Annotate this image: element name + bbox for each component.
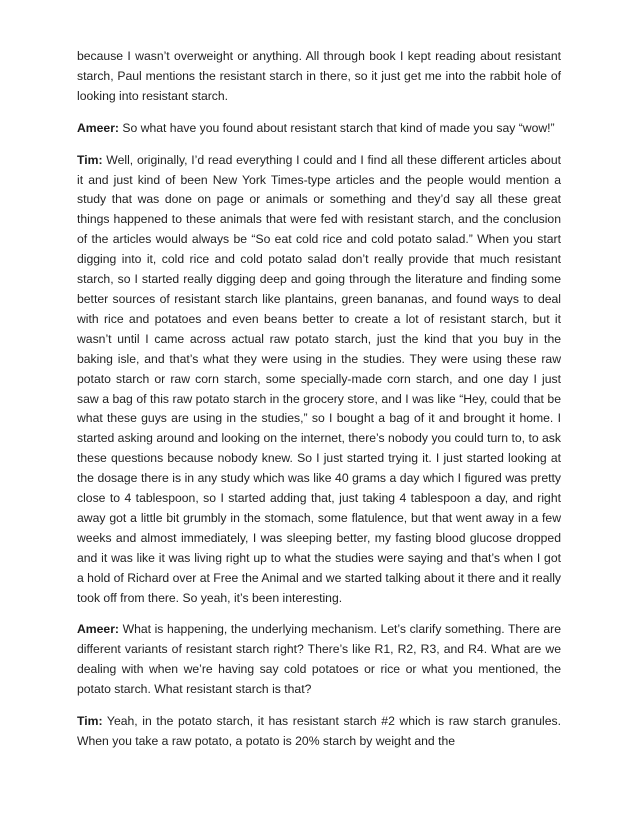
paragraph-continuation — [77, 47, 561, 107]
speaker-label: Tim: — [77, 714, 103, 729]
paragraph-text: What is happening, the underlying mechanism. Let’s clarify something. There are different variants of resistant starch right? There’s like R1, R2, R3, and R4. What are we dealing with when we’re having say cold potatoes or rice or what you mentioned, the potato starch. What resistant starch is that? — [77, 622, 561, 697]
paragraph-ameer-question-1 — [77, 119, 561, 139]
speaker-label: Tim: — [77, 152, 103, 167]
paragraph-tim-answer-1 — [77, 151, 561, 609]
paragraph-tim-answer-2 — [77, 712, 561, 752]
paragraph-text: because I wasn’t overweight or anything. All through book I kept reading about resistant starch, Paul mentions the resistant starch in there, so it just get me into the rabbit hole of looking into resistant starch. — [77, 49, 561, 103]
paragraph-text: Well, originally, I’d read everything I could and I find all these different articles about it and just kind of been New York Times-type articles and the people would mention a study that was done on page or animals or something and they’d say all these great things happened to these animals that were fed with resistant starch, and the conclusion of the articles would always be “So eat cold rice and cold potato salad.” When you start digging into it, cold rice and cold potato salad don’t really provide that much resistant starch, so I started really digging deep and going through the literature and finding some better sources of resistant starch like plantains, green bananas, and found ways to deal with rice and potatoes and even beans better to create a lot of resistant starch, but it wasn’t until I came across actual raw potato starch, just the kind that you buy in the baking isle, and that’s what they were using in the studies. They were using these raw potato starch or raw corn starch, some specially-made corn starch, and one day I just saw a bag of this raw potato starch in the grocery store, and I was like “Hey, could that be what these guys are using in the studies,” so I bought a bag of it and brought it home. I started asking around and looking on the internet, there’s nobody you could turn to, to ask these questions because nobody knew. So I just started trying it. I just started looking at the dosage there is in any study which was like 40 grams a day which I figured was pretty close to 4 tablespoon, so I started adding that, just taking 4 tablespoon a day, and right away got a little bit grumbly in the stomach, some flatulence, but that went away in a few weeks and almost immediately, I was sleeping better, my fasting blood glucose dropped and it was like it was living right up to what the studies were saying and that’s when I got a hold of Richard over at Free the Animal and we started talking about it there and it really took off from there. So yeah, it’s been interesting. — [77, 152, 561, 605]
paragraph-text: Yeah, in the potato starch, it has resistant starch #2 which is raw starch granules. When you take a raw potato, a potato is 20% starch by weight and the — [77, 714, 561, 748]
document-body — [77, 47, 561, 764]
paragraph-ameer-question-2 — [77, 620, 561, 700]
paragraph-text: So what have you found about resistant starch that kind of made you say “wow!” — [119, 120, 555, 135]
speaker-label: Ameer: — [77, 120, 119, 135]
speaker-label: Ameer: — [77, 622, 119, 637]
